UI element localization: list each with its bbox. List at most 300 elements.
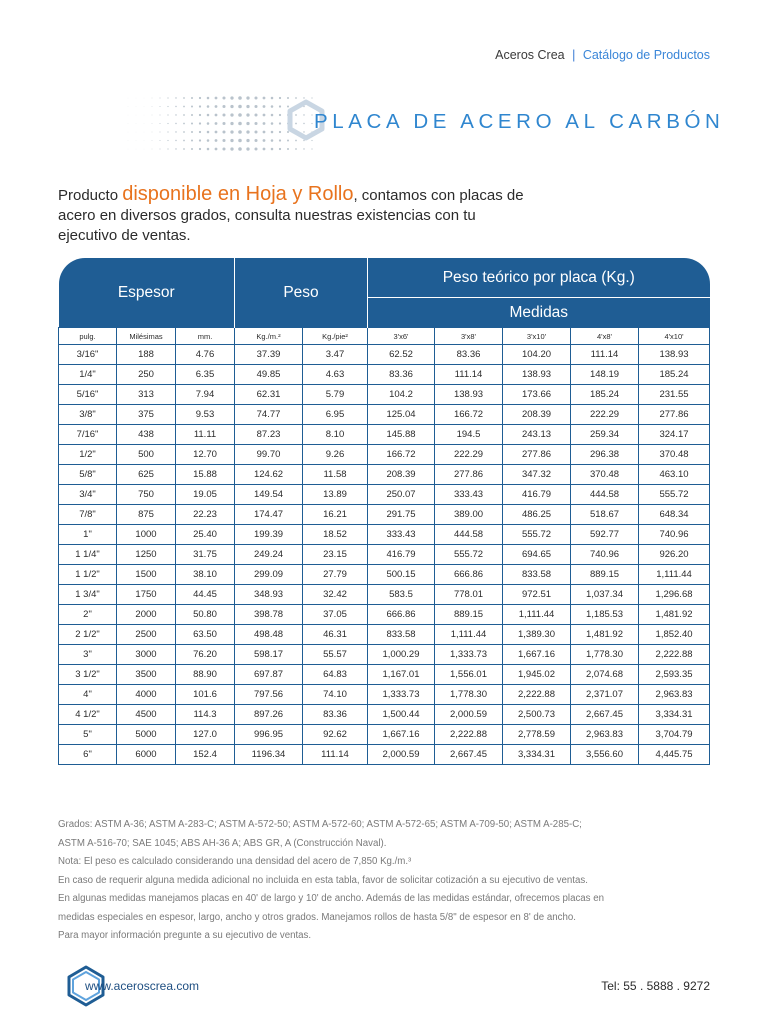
pattern-dot (222, 147, 225, 150)
cell-3x10: 416.79 (503, 485, 571, 505)
pattern-dot (238, 122, 242, 126)
cell-milesimas: 5000 (117, 725, 176, 745)
table-row (59, 645, 710, 665)
cell-kg-pie2: 18.52 (303, 525, 368, 545)
footer-website[interactable]: www.aceroscrea.com (85, 979, 200, 993)
pattern-dot (152, 106, 153, 107)
cell-3x6: 145.88 (368, 425, 435, 445)
pattern-dot (254, 139, 257, 142)
cell-4x10: 740.96 (639, 525, 710, 545)
cell-3x8: 2,222.88 (435, 725, 503, 745)
cell-3x8: 222.29 (435, 445, 503, 465)
pattern-dot (254, 105, 257, 108)
header-separator: | (572, 48, 576, 62)
pattern-dot (183, 114, 185, 116)
pattern-dot (230, 113, 233, 116)
cell-4x8: 222.29 (571, 405, 639, 425)
pattern-dot (230, 96, 233, 99)
cell-milesimas: 313 (117, 385, 176, 405)
cell-pulg: 3/16" (59, 345, 117, 365)
pattern-dot (167, 131, 168, 132)
cell-kg-pie2: 74.10 (303, 685, 368, 705)
pattern-dot (271, 131, 274, 134)
pattern-dot (246, 96, 249, 99)
cell-4x8: 1,778.30 (571, 645, 639, 665)
cell-pulg: 4" (59, 685, 117, 705)
cell-3x6: 1,000.29 (368, 645, 435, 665)
cell-kg-pie2: 83.36 (303, 705, 368, 725)
cell-3x8: 333.43 (435, 485, 503, 505)
pattern-dot (238, 96, 242, 100)
cell-milesimas: 1250 (117, 545, 176, 565)
cell-3x8: 889.15 (435, 605, 503, 625)
pattern-dot (246, 130, 249, 133)
note-line: Nota: El peso es calculado considerando una densidad del acero de 7,850 Kg./m.³ (58, 856, 412, 867)
table-row (59, 445, 710, 465)
cell-pulg: 5/16" (59, 385, 117, 405)
page-title: PLACA DE ACERO AL CARBÓN (314, 110, 725, 133)
cell-3x6: 104.2 (368, 385, 435, 405)
cell-4x10: 2,222.88 (639, 645, 710, 665)
pattern-dot (167, 148, 168, 149)
cell-3x6: 1,667.16 (368, 725, 435, 745)
cell-milesimas: 375 (117, 405, 176, 425)
brand-name: Aceros Crea (495, 48, 565, 62)
cell-milesimas: 625 (117, 465, 176, 485)
cell-3x6: 250.07 (368, 485, 435, 505)
pattern-dot (207, 105, 210, 108)
note-line: En caso de requerir alguna medida adicional no incluida en esta tabla, favor de solicitar cotización a su ejecutivo de ventas. (58, 874, 588, 886)
pattern-dot (207, 97, 210, 100)
cell-4x10: 370.48 (639, 445, 710, 465)
cell-kg-m2: 149.54 (235, 485, 303, 505)
cell-pulg: 6" (59, 745, 117, 765)
cell-mm: 76.20 (176, 645, 235, 665)
cell-4x8: 2,667.45 (571, 705, 639, 725)
cell-3x10: 1,945.02 (503, 665, 571, 685)
pattern-dot (230, 147, 233, 150)
pattern-dot (160, 115, 161, 116)
pattern-dot (279, 105, 281, 107)
pattern-dot (199, 131, 201, 133)
cell-milesimas: 1750 (117, 585, 176, 605)
cell-pulg: 5/8" (59, 465, 117, 485)
cell-4x8: 1,037.34 (571, 585, 639, 605)
cell-kg-m2: 87.23 (235, 425, 303, 445)
cell-3x8: 1,778.30 (435, 685, 503, 705)
cell-3x8: 83.36 (435, 345, 503, 365)
cell-milesimas: 3500 (117, 665, 176, 685)
pattern-dot (199, 114, 201, 116)
cell-pulg: 3 1/2" (59, 665, 117, 685)
subheader-4x10: 4'x10' (639, 328, 710, 345)
cell-4x8: 592.77 (571, 525, 639, 545)
cell-pulg: 3/4" (59, 485, 117, 505)
pattern-dot (160, 132, 161, 133)
note-line: Grados: ASTM A-36; ASTM A-283-C; ASTM A-572-50; ASTM A-572-60; ASTM A-572-65; ASTM A-709-50; ASTM A-285-C; (58, 819, 582, 830)
cell-mm: 127.0 (176, 725, 235, 745)
pattern-dot (246, 113, 249, 116)
pattern-dot (238, 113, 242, 117)
cell-4x10: 1,852.40 (639, 625, 710, 645)
pattern-dot (263, 139, 266, 142)
cell-pulg: 7/16" (59, 425, 117, 445)
header-medidas: Medidas (368, 298, 710, 328)
cell-kg-m2: 49.85 (235, 365, 303, 385)
cell-kg-pie2: 55.57 (303, 645, 368, 665)
pattern-dot (215, 114, 218, 117)
pattern-dot (271, 114, 274, 117)
cell-pulg: 2" (59, 605, 117, 625)
cell-3x6: 666.86 (368, 605, 435, 625)
cell-mm: 44.45 (176, 585, 235, 605)
cell-kg-m2: 897.26 (235, 705, 303, 725)
cell-3x10: 104.20 (503, 345, 571, 365)
pattern-dot (175, 148, 176, 149)
cell-3x6: 1,167.01 (368, 665, 435, 685)
pattern-dot (167, 123, 168, 124)
pattern-dot (271, 97, 274, 100)
intro-highlight: disponible en Hoja y Rollo (122, 183, 354, 205)
pattern-dot (230, 130, 233, 133)
cell-pulg: 1 3/4" (59, 585, 117, 605)
header-espesor: Espesor (59, 258, 235, 328)
cell-kg-pie2: 37.05 (303, 605, 368, 625)
cell-kg-pie2: 92.62 (303, 725, 368, 745)
cell-3x6: 500.15 (368, 565, 435, 585)
cell-mm: 114.3 (176, 705, 235, 725)
cell-milesimas: 1500 (117, 565, 176, 585)
cell-3x6: 291.75 (368, 505, 435, 525)
cell-3x8: 2,667.45 (435, 745, 503, 765)
cell-kg-m2: 797.56 (235, 685, 303, 705)
pattern-dot (222, 122, 225, 125)
cell-kg-pie2: 6.95 (303, 405, 368, 425)
pattern-dot (271, 148, 274, 151)
cell-4x10: 185.24 (639, 365, 710, 385)
cell-3x10: 486.25 (503, 505, 571, 525)
cell-4x10: 555.72 (639, 485, 710, 505)
cell-mm: 15.88 (176, 465, 235, 485)
pattern-dot (207, 122, 210, 125)
intro-text-before: Producto (58, 187, 123, 204)
footer-phone: Tel: 55 . 5888 . 9272 (601, 979, 710, 993)
cell-milesimas: 750 (117, 485, 176, 505)
cell-kg-pie2: 32.42 (303, 585, 368, 605)
steel-plate-table (58, 258, 709, 765)
cell-pulg: 1/2" (59, 445, 117, 465)
cell-4x8: 370.48 (571, 465, 639, 485)
cell-mm: 11.11 (176, 425, 235, 445)
pattern-dot (191, 97, 193, 99)
pattern-dot (199, 148, 201, 150)
cell-mm: 152.4 (176, 745, 235, 765)
subheader-pulg: pulg. (59, 328, 117, 345)
cell-3x10: 833.58 (503, 565, 571, 585)
cell-pulg: 2 1/2" (59, 625, 117, 645)
cell-mm: 101.6 (176, 685, 235, 705)
cell-mm: 22.23 (176, 505, 235, 525)
cell-kg-m2: 348.93 (235, 585, 303, 605)
pattern-dot (222, 113, 225, 116)
cell-4x10: 3,704.79 (639, 725, 710, 745)
header-brand-line (495, 48, 710, 62)
cell-mm: 7.94 (176, 385, 235, 405)
cell-4x10: 1,296.68 (639, 585, 710, 605)
cell-4x10: 463.10 (639, 465, 710, 485)
cell-4x8: 2,963.83 (571, 725, 639, 745)
pattern-dot (160, 123, 161, 124)
cell-pulg: 1/4" (59, 365, 117, 385)
pattern-dot (295, 148, 297, 150)
cell-3x6: 62.52 (368, 345, 435, 365)
pattern-dot (167, 106, 168, 107)
intro-text-after: , contamos con placas de acero en diversos grados, consulta nuestras existencias con tu ejecutivo de ventas. (58, 187, 524, 244)
pattern-dot (191, 106, 193, 108)
pattern-dot (238, 147, 242, 151)
cell-4x10: 926.20 (639, 545, 710, 565)
cell-mm: 6.35 (176, 365, 235, 385)
pattern-dot (167, 97, 168, 98)
pattern-dot (279, 131, 281, 133)
cell-3x10: 2,222.88 (503, 685, 571, 705)
pattern-dot (215, 97, 218, 100)
pattern-dot (254, 96, 257, 99)
cell-milesimas: 2000 (117, 605, 176, 625)
pattern-dot (183, 131, 185, 133)
pattern-dot (175, 114, 176, 115)
pattern-dot (222, 139, 225, 142)
table-row (59, 345, 710, 365)
cell-kg-m2: 697.87 (235, 665, 303, 685)
pattern-dot (199, 139, 201, 141)
cell-kg-m2: 1196.34 (235, 745, 303, 765)
cell-pulg: 7/8" (59, 505, 117, 525)
pattern-dot (263, 122, 266, 125)
cell-kg-m2: 398.78 (235, 605, 303, 625)
catalog-label: Catálogo de Productos (582, 48, 710, 62)
cell-4x8: 3,556.60 (571, 745, 639, 765)
cell-4x8: 1,185.53 (571, 605, 639, 625)
pattern-dot (152, 115, 153, 116)
subheader-row (59, 328, 710, 345)
pattern-dot (152, 98, 153, 99)
cell-kg-pie2: 9.26 (303, 445, 368, 465)
cell-3x10: 173.66 (503, 385, 571, 405)
cell-kg-m2: 62.31 (235, 385, 303, 405)
cell-3x8: 555.72 (435, 545, 503, 565)
cell-4x10: 648.34 (639, 505, 710, 525)
cell-mm: 63.50 (176, 625, 235, 645)
pattern-dot (199, 105, 201, 107)
cell-4x10: 324.17 (639, 425, 710, 445)
pattern-dot (207, 148, 210, 151)
cell-3x8: 194.5 (435, 425, 503, 445)
table-row (59, 545, 710, 565)
cell-3x10: 243.13 (503, 425, 571, 445)
cell-4x8: 185.24 (571, 385, 639, 405)
table-row (59, 705, 710, 725)
cell-4x8: 889.15 (571, 565, 639, 585)
pattern-dot (271, 122, 274, 125)
subheader-kg-pie2: Kg./pie² (303, 328, 368, 345)
cell-3x8: 1,333.73 (435, 645, 503, 665)
cell-4x10: 277.86 (639, 405, 710, 425)
cell-milesimas: 250 (117, 365, 176, 385)
cell-4x8: 296.38 (571, 445, 639, 465)
cell-pulg: 1 1/4" (59, 545, 117, 565)
pattern-dot (183, 97, 185, 99)
cell-4x8: 148.19 (571, 365, 639, 385)
cell-pulg: 5" (59, 725, 117, 745)
cell-milesimas: 500 (117, 445, 176, 465)
notes-block (58, 816, 718, 946)
table-row (59, 725, 710, 745)
cell-3x8: 111.14 (435, 365, 503, 385)
pattern-dot (160, 106, 161, 107)
cell-mm: 25.40 (176, 525, 235, 545)
cell-4x10: 2,963.83 (639, 685, 710, 705)
pattern-dot (238, 139, 242, 143)
pattern-dot (279, 122, 281, 124)
pattern-dot (263, 105, 266, 108)
pattern-dot (230, 139, 233, 142)
cell-kg-m2: 598.17 (235, 645, 303, 665)
cell-kg-pie2: 23.15 (303, 545, 368, 565)
pattern-dot (246, 147, 249, 150)
table-row (59, 525, 710, 545)
pattern-dot (199, 122, 201, 124)
table-row (59, 505, 710, 525)
cell-3x6: 333.43 (368, 525, 435, 545)
subheader-3x8: 3'x8' (435, 328, 503, 345)
table-row (59, 605, 710, 625)
cell-kg-pie2: 16.21 (303, 505, 368, 525)
pattern-dot (207, 139, 210, 142)
cell-3x10: 555.72 (503, 525, 571, 545)
cell-mm: 38.10 (176, 565, 235, 585)
table-row (59, 585, 710, 605)
pattern-dot (191, 123, 193, 125)
cell-4x10: 1,111.44 (639, 565, 710, 585)
pattern-dot (279, 97, 281, 99)
pattern-dot (215, 148, 218, 151)
pattern-dot (183, 123, 185, 125)
pattern-dot (263, 148, 266, 151)
pattern-dot (191, 114, 193, 116)
pattern-dot (160, 149, 161, 150)
cell-3x8: 444.58 (435, 525, 503, 545)
pattern-dot (175, 123, 176, 124)
cell-pulg: 3" (59, 645, 117, 665)
cell-milesimas: 3000 (117, 645, 176, 665)
pattern-dot (207, 131, 210, 134)
cell-kg-pie2: 4.63 (303, 365, 368, 385)
table-row (59, 425, 710, 445)
cell-3x8: 666.86 (435, 565, 503, 585)
pattern-dot (215, 131, 218, 134)
pattern-dot (279, 139, 281, 141)
cell-mm: 50.80 (176, 605, 235, 625)
pattern-dot (222, 105, 225, 108)
table-row (59, 745, 710, 765)
cell-pulg: 1 1/2" (59, 565, 117, 585)
cell-4x10: 2,593.35 (639, 665, 710, 685)
cell-3x8: 389.00 (435, 505, 503, 525)
cell-4x8: 444.58 (571, 485, 639, 505)
pattern-dot (279, 114, 281, 116)
cell-3x8: 166.72 (435, 405, 503, 425)
cell-3x8: 1,556.01 (435, 665, 503, 685)
cell-kg-pie2: 3.47 (303, 345, 368, 365)
cell-3x10: 347.32 (503, 465, 571, 485)
pattern-dot (263, 131, 266, 134)
cell-milesimas: 875 (117, 505, 176, 525)
cell-3x8: 778.01 (435, 585, 503, 605)
pattern-dot (175, 140, 176, 141)
cell-3x8: 2,000.59 (435, 705, 503, 725)
pattern-dot (254, 130, 257, 133)
cell-milesimas: 6000 (117, 745, 176, 765)
pattern-dot (215, 139, 218, 142)
cell-3x6: 208.39 (368, 465, 435, 485)
pattern-dot (222, 96, 225, 99)
pattern-dot (271, 139, 274, 142)
cell-mm: 19.05 (176, 485, 235, 505)
cell-kg-m2: 498.48 (235, 625, 303, 645)
cell-kg-m2: 99.70 (235, 445, 303, 465)
cell-kg-pie2: 111.14 (303, 745, 368, 765)
pattern-dot (254, 147, 257, 150)
pattern-dot (215, 122, 218, 125)
pattern-dot (160, 140, 161, 141)
cell-kg-pie2: 5.79 (303, 385, 368, 405)
cell-kg-m2: 74.77 (235, 405, 303, 425)
cell-4x8: 740.96 (571, 545, 639, 565)
table-row (59, 625, 710, 645)
table-row (59, 565, 710, 585)
cell-kg-m2: 299.09 (235, 565, 303, 585)
cell-4x10: 138.93 (639, 345, 710, 365)
header-peso: Peso (235, 258, 368, 328)
cell-3x10: 1,111.44 (503, 605, 571, 625)
note-line: Para mayor información pregunte a su ejecutivo de ventas. (58, 930, 312, 941)
cell-kg-m2: 249.24 (235, 545, 303, 565)
cell-mm: 9.53 (176, 405, 235, 425)
table-row (59, 485, 710, 505)
cell-kg-m2: 174.47 (235, 505, 303, 525)
cell-milesimas: 188 (117, 345, 176, 365)
pattern-dot (167, 140, 168, 141)
header-peso-teorico: Peso teórico por placa (Kg.) (368, 258, 710, 298)
cell-kg-pie2: 27.79 (303, 565, 368, 585)
cell-3x6: 2,000.59 (368, 745, 435, 765)
cell-3x10: 277.86 (503, 445, 571, 465)
pattern-dot (303, 148, 304, 149)
cell-3x6: 125.04 (368, 405, 435, 425)
cell-3x6: 1,333.73 (368, 685, 435, 705)
pattern-dot (230, 122, 233, 125)
cell-pulg: 1" (59, 525, 117, 545)
cell-kg-pie2: 8.10 (303, 425, 368, 445)
pattern-dot (152, 123, 153, 124)
pattern-dot (152, 132, 153, 133)
cell-4x8: 2,074.68 (571, 665, 639, 685)
cell-kg-pie2: 11.58 (303, 465, 368, 485)
pattern-dot (167, 114, 168, 115)
cell-3x8: 277.86 (435, 465, 503, 485)
pattern-dot (175, 131, 176, 132)
